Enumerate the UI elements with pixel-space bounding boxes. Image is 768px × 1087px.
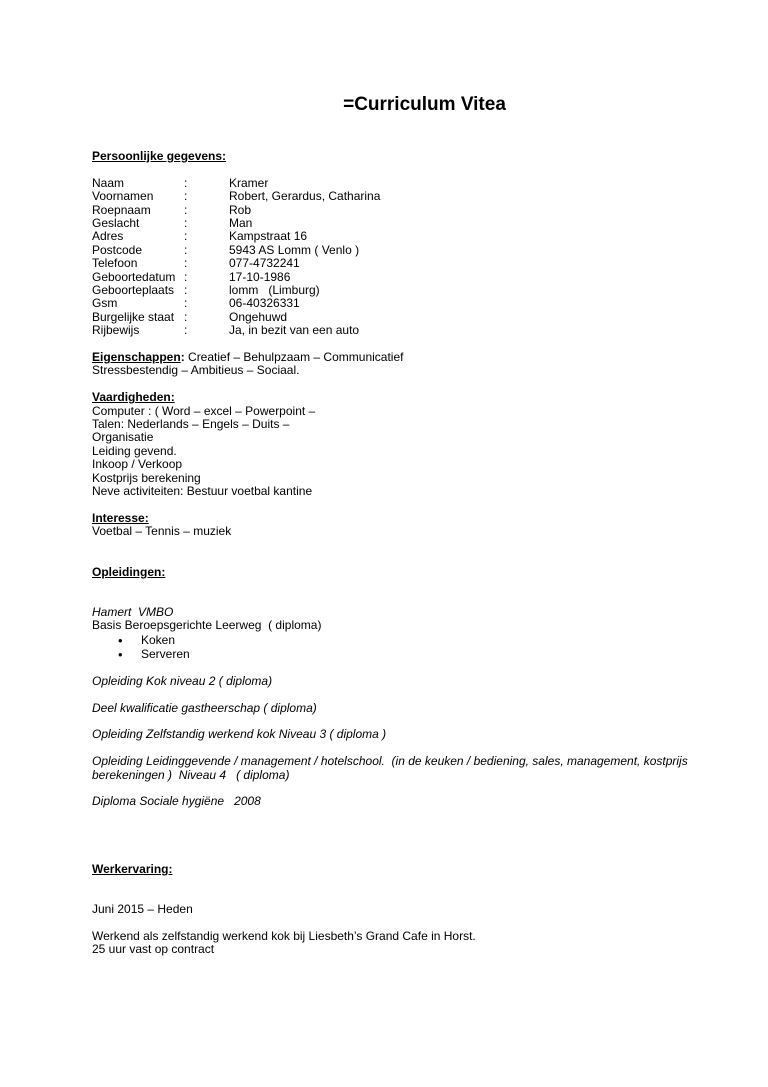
bullet-icon: • (118, 646, 123, 662)
field-value: 06-40326331 (229, 296, 300, 311)
field-label: Postcode (92, 242, 143, 257)
eigenschappen-colon: : (180, 350, 185, 365)
eigenschappen-text-2: Stressbestendig – Ambitieus – Sociaal. (92, 363, 300, 378)
field-colon: : (184, 323, 188, 338)
bullet-icon: • (118, 632, 123, 648)
eigenschappen-heading: Eigenschappen (92, 350, 181, 365)
field-value: Kramer (229, 175, 269, 190)
field-label: Rijbewijs (92, 323, 140, 338)
field-label: Geboorteplaats (92, 283, 175, 298)
interesse-text: Voetbal – Tennis – muziek (92, 524, 232, 539)
field-label: Naam (92, 175, 125, 190)
field-colon: : (184, 242, 188, 257)
vaardigheden-heading: Vaardigheden: (92, 390, 175, 405)
interesse-heading: Interesse: (92, 510, 149, 525)
opleiding-track: Basis Beroepsgerichte Leerweg ( diploma) (92, 618, 322, 633)
opleiding-school: Hamert VMBO (92, 604, 174, 619)
werkervaring-period: Juni 2015 – Heden (92, 901, 193, 916)
field-row (92, 217, 712, 230)
field-row (92, 204, 712, 217)
opleiding-item-long-1: Opleiding Leidinggevende / management / hotelschool. (in de keuken / bediening, sales, management, kostprijs (92, 754, 688, 769)
field-value: Man (229, 216, 253, 231)
field-colon: : (184, 283, 188, 298)
vaardigheden-line: Organisatie (92, 430, 154, 445)
bullet-text: Koken (141, 632, 176, 647)
werkervaring-line-1: Werkend als zelfstandig werkend kok bij Liesbeth’s Grand Cafe in Horst. (92, 928, 476, 943)
field-row (92, 311, 712, 324)
field-value: Ja, in bezit van een auto (229, 323, 360, 338)
list-item (92, 648, 712, 661)
personal-heading: Persoonlijke gegevens: (92, 149, 227, 163)
opleiding-item-long-2: berekeningen ) Niveau 4 ( diploma) (92, 767, 290, 782)
personal-table (92, 177, 712, 338)
field-colon: : (184, 256, 188, 271)
field-colon: : (184, 296, 188, 311)
field-colon: : (184, 216, 188, 231)
vaardigheden-line: Leiding gevend. (92, 443, 177, 458)
field-label: Geslacht (92, 216, 140, 231)
field-value: lomm (Limburg) (229, 283, 320, 298)
opleiding-item-last: Diploma Sociale hygiëne 2008 (92, 794, 261, 809)
field-row (92, 297, 712, 310)
document-title: =Curriculum Vitea (343, 94, 506, 115)
field-row (92, 324, 712, 337)
opleiding-item: Opleiding Kok niveau 2 ( diploma) (92, 673, 273, 688)
field-label: Geboortedatum (92, 269, 176, 284)
field-colon: : (184, 175, 188, 190)
list-item (92, 634, 712, 647)
opleiding-bullet-list (92, 634, 712, 662)
field-label: Voornamen (92, 189, 154, 204)
field-row (92, 284, 712, 297)
field-row (92, 271, 712, 284)
field-value: Rob (229, 202, 252, 217)
opleidingen-heading: Opleidingen: (92, 564, 166, 579)
vaardigheden-line: Talen: Nederlands – Engels – Duits – (92, 417, 290, 432)
vaardigheden-line: Computer : ( Word – excel – Powerpoint – (92, 403, 316, 418)
field-row (92, 230, 712, 243)
werkervaring-line-2: 25 uur vast op contract (92, 942, 215, 957)
field-value: 17-10-1986 (229, 269, 291, 284)
opleiding-item: Opleiding Zelfstandig werkend kok Niveau 3 ( diploma ) (92, 727, 387, 742)
opleiding-item: Deel kwalificatie gastheerschap ( diploma) (92, 700, 317, 715)
field-label: Gsm (92, 296, 118, 311)
vaardigheden-line: Kostprijs berekening (92, 470, 201, 485)
field-row (92, 244, 712, 257)
field-value: 077-4732241 (229, 256, 300, 271)
field-label: Burgelijke staat (92, 309, 175, 324)
field-label: Roepnaam (92, 202, 151, 217)
field-colon: : (184, 309, 188, 324)
field-colon: : (184, 269, 188, 284)
werkervaring-heading: Werkervaring: (92, 861, 173, 876)
field-value: Kampstraat 16 (229, 229, 308, 244)
field-colon: : (184, 189, 188, 204)
eigenschappen-line-1 (92, 351, 712, 364)
vaardigheden-line: Neve activiteiten: Bestuur voetbal kantine (92, 484, 313, 499)
bullet-text: Serveren (141, 646, 190, 661)
field-label: Telefoon (92, 256, 138, 271)
field-row (92, 257, 712, 270)
field-colon: : (184, 229, 188, 244)
vaardigheden-line: Inkoop / Verkoop (92, 457, 183, 472)
field-label: Adres (92, 229, 124, 244)
field-value: Ongehuwd (229, 309, 288, 324)
eigenschappen-text-1: Creatief – Behulpzaam – Communicatief (184, 350, 404, 365)
field-value: 5943 AS Lomm ( Venlo ) (229, 242, 360, 257)
field-row (92, 177, 712, 190)
field-value: Robert, Gerardus, Catharina (229, 189, 381, 204)
cv-page (92, 92, 712, 957)
field-colon: : (184, 202, 188, 217)
field-row (92, 190, 712, 203)
